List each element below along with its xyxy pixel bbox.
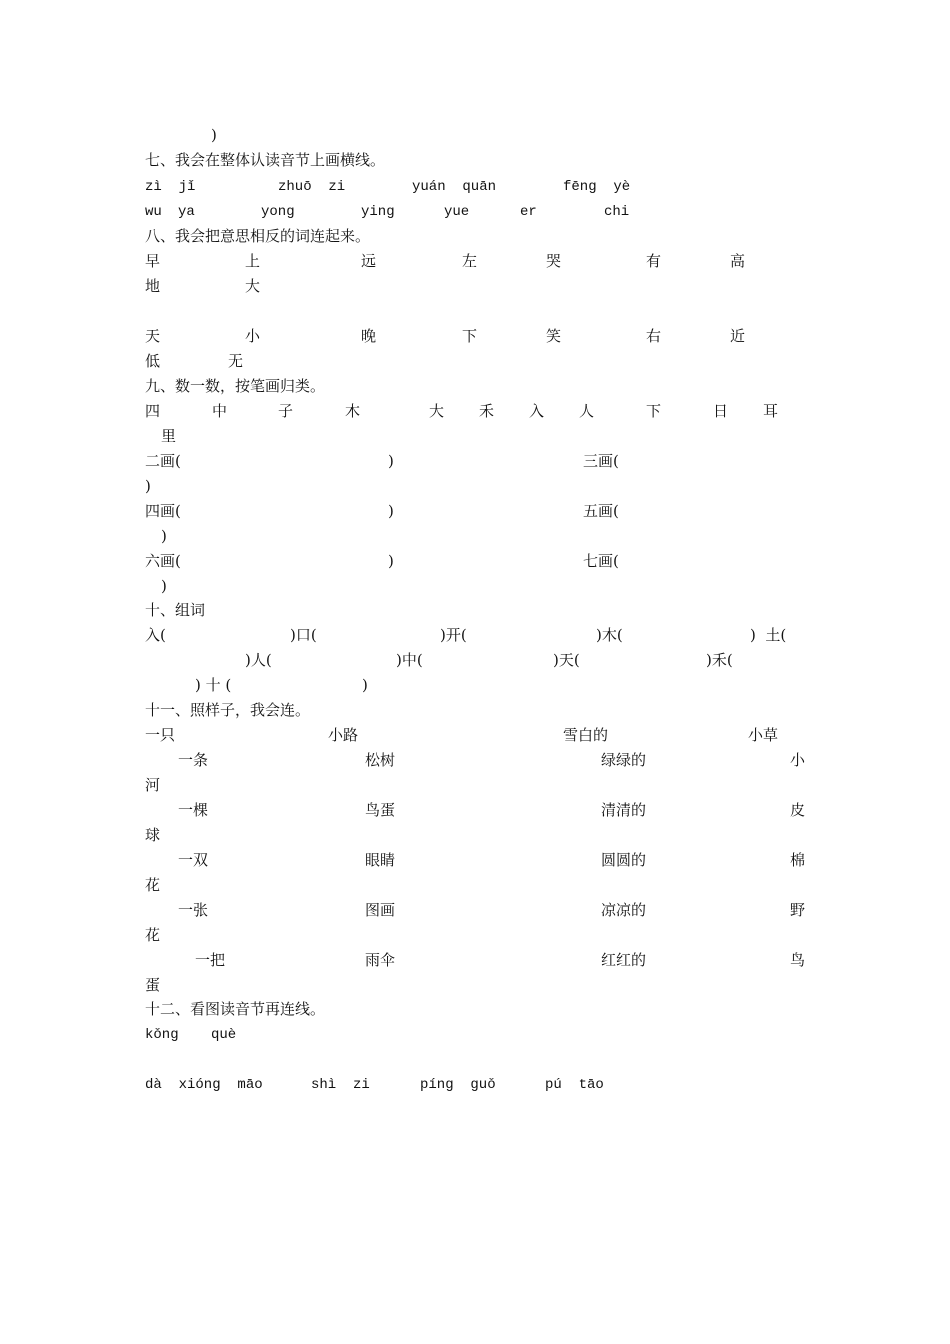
word-blank: ) 十 ( [195,676,232,694]
antonym-word: 早 [145,252,161,270]
antonym-word: 地 [145,277,161,295]
measure-word: 一双 [178,851,209,869]
measure-word: 一棵 [178,801,209,819]
target-noun: 球 [145,826,161,844]
stroke-char: 下 [646,402,662,420]
stroke-group-close: ) [388,552,394,570]
stroke-group-label: 六画( [145,552,181,570]
target-noun: 野 [790,901,806,919]
word-blank: )开( [440,626,467,644]
stroke-char: 四 [145,402,161,420]
stroke-group-label: 三画( [583,452,619,470]
stroke-char: 木 [345,402,361,420]
noun-word: 松树 [365,751,396,769]
target-noun: 棉 [790,851,806,869]
pinyin-item: chi [604,204,630,220]
pinyin-item: què [211,1027,237,1043]
pinyin-item: dà xióng māo [145,1077,263,1093]
adjective-word: 雪白的 [563,726,609,744]
pinyin-item: zì jǐ [145,179,196,195]
stroke-char: 人 [579,402,595,420]
stroke-group-label: 四画( [145,502,181,520]
pinyin-item: zhuō zi [278,179,346,195]
noun-word: 雨伞 [365,951,396,969]
section-8-title: 八、我会把意思相反的词连起来。 [145,227,371,245]
antonym-word: 有 [646,252,662,270]
section-10-title: 十、组词 [145,601,206,619]
antonym-word: 远 [361,252,377,270]
stroke-group-close: ) [388,502,394,520]
stroke-char: 子 [278,402,294,420]
word-blank: )中( [396,651,423,669]
noun-word: 眼睛 [365,851,396,869]
antonym-word: 无 [228,352,244,370]
pinyin-item: yuán quān [412,179,497,195]
adjective-word: 清清的 [601,801,647,819]
pinyin-item: ya [178,204,195,220]
noun-word: 小路 [328,726,359,744]
word-blank: )禾( [706,651,733,669]
pinyin-item: fēng yè [563,179,631,195]
target-noun: 鸟 [790,951,806,969]
stroke-group-close: ) [161,577,167,595]
pinyin-item: wu [145,204,162,220]
target-noun: 蛋 [145,976,161,994]
pinyin-item: yong [261,204,295,220]
leftover-paren: ) [211,126,217,144]
word-blank: )天( [553,651,580,669]
pinyin-item: kǒng [145,1027,179,1043]
target-noun: 皮 [790,801,806,819]
target-noun: 小 [790,751,806,769]
word-blank: ) 土( [750,626,787,644]
stroke-char: 入 [529,402,545,420]
adjective-word: 凉凉的 [601,901,647,919]
antonym-word: 天 [145,327,161,345]
stroke-char: 耳 [763,402,779,420]
stroke-group-label: 二画( [145,452,181,470]
pinyin-item: shì zi [311,1077,370,1093]
noun-word: 鸟蛋 [365,801,396,819]
noun-word: 图画 [365,901,396,919]
pinyin-item: pú tāo [545,1077,604,1093]
stroke-char: 日 [713,402,729,420]
section-12-title: 十二、看图读音节再连线。 [145,1000,326,1018]
stroke-group-close: ) [161,527,167,545]
pinyin-item: yue [444,204,470,220]
antonym-word: 下 [462,327,478,345]
stroke-char: 禾 [479,402,495,420]
antonym-word: 低 [145,352,161,370]
pinyin-item: ying [361,204,395,220]
target-noun: 花 [145,926,161,944]
target-noun: 小草 [748,726,779,744]
antonym-word: 右 [646,327,662,345]
stroke-group-label: 七画( [583,552,619,570]
measure-word: 一张 [178,901,209,919]
section-11-title: 十一、照样子，我会连。 [145,701,311,719]
antonym-word: 哭 [546,252,562,270]
section-7-title: 七、我会在整体认读音节上画横线。 [145,151,386,169]
adjective-word: 红红的 [601,951,647,969]
antonym-word: 高 [730,252,746,270]
stroke-group-close: ) [145,477,151,495]
word-blank: )木( [596,626,623,644]
word-blank: )人( [245,651,272,669]
stroke-char: 大 [429,402,445,420]
pinyin-item: er [520,204,537,220]
measure-word: 一只 [145,726,176,744]
antonym-word: 晚 [361,327,377,345]
antonym-word: 笑 [546,327,562,345]
stroke-char: 中 [212,402,228,420]
adjective-word: 绿绿的 [601,751,647,769]
stroke-group-label: 五画( [583,502,619,520]
measure-word: 一条 [178,751,209,769]
antonym-word: 左 [462,252,478,270]
section-9-title: 九、数一数，按笔画归类。 [145,377,326,395]
word-blank: ) [362,676,368,694]
adjective-word: 圆圆的 [601,851,647,869]
antonym-word: 大 [245,277,261,295]
antonym-word: 上 [245,252,261,270]
stroke-char: 里 [161,427,177,445]
measure-word: 一把 [195,951,226,969]
target-noun: 花 [145,876,161,894]
antonym-word: 小 [245,327,261,345]
stroke-group-close: ) [388,452,394,470]
word-blank: )口( [290,626,317,644]
pinyin-item: píng guǒ [420,1077,496,1093]
target-noun: 河 [145,776,161,794]
antonym-word: 近 [730,327,746,345]
word-blank: 入( [145,626,166,644]
